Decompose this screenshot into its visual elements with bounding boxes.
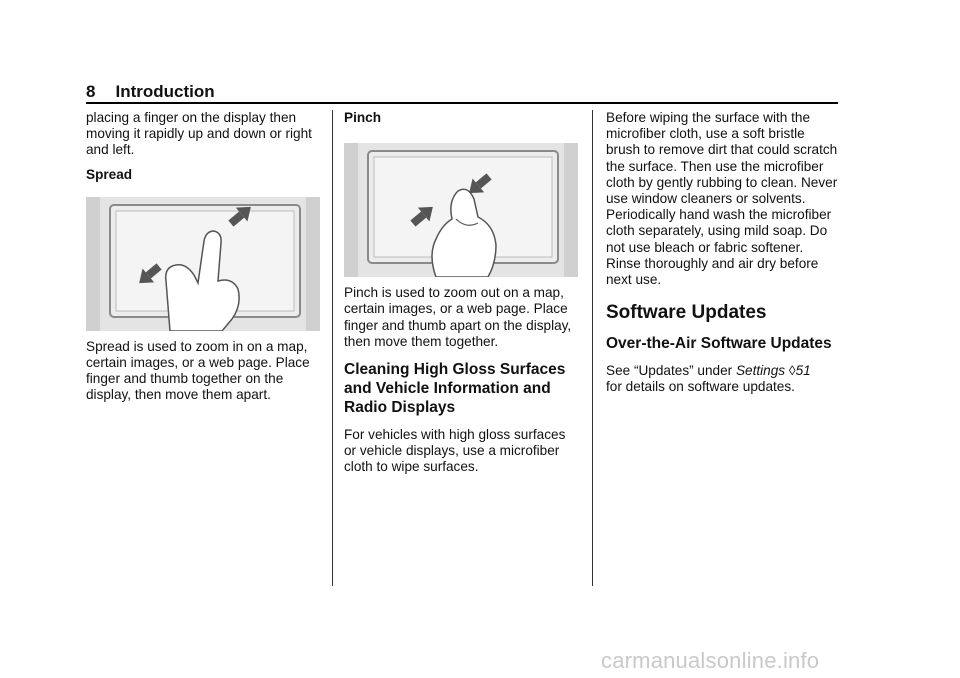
ota-updates-paragraph xyxy=(606,363,840,395)
pinch-gesture-illustration xyxy=(344,143,578,277)
continued-paragraph: placing a finger on the display then moving it rapidly up and down or right and left. xyxy=(86,110,312,158)
header-rule xyxy=(86,102,838,104)
column-3 xyxy=(606,110,840,396)
column-2 xyxy=(344,110,580,476)
column-divider-2 xyxy=(592,110,593,586)
settings-link[interactable]: Settings xyxy=(735,363,786,379)
cleaning-description: For vehicles with high gloss surfaces or vehicle displays, use a microfiber cloth to wipe surfaces. xyxy=(344,427,566,475)
page-number: 8 xyxy=(86,82,96,101)
see-suffix: for details on software updates. xyxy=(606,379,795,395)
cleaning-heading: Cleaning High Gloss Surfaces and Vehicle Information and Radio Displays xyxy=(344,361,566,417)
page-title: Introduction xyxy=(115,82,215,101)
watermark: carmanualsonline.info xyxy=(601,648,820,673)
pinch-label: Pinch xyxy=(344,110,382,125)
software-updates-heading: Software Updates xyxy=(606,302,767,324)
column-divider-1 xyxy=(332,110,333,586)
spread-description: Spread is used to zoom in on a map, certain images, or a web page. Place finger and thumb together on the display, then move them apart. xyxy=(86,338,310,403)
column-1 xyxy=(86,110,322,404)
page-ref-number[interactable]: 51 xyxy=(795,363,811,379)
see-prefix: See “Updates” under xyxy=(606,363,736,379)
spread-gesture-illustration xyxy=(86,197,320,331)
cleaning-continued-paragraph: Before wiping the surface with the microfiber cloth, use a soft bristle brush to remove dirt that could scratch the surface. Then use the microfiber cloth by gently rubbing to clean. Never use window cleaners or solvents. Periodically hand wash the microfiber cloth separately, using mild soap. Do not use bleach or fabric softener. Rinse thoroughly and air dry before next use. xyxy=(606,110,838,288)
pinch-description: Pinch is used to zoom out on a map, certain images, or a web page. Place finger and thumb apart on the display, then move them together. xyxy=(344,285,572,349)
ota-updates-heading: Over-the-Air Software Updates xyxy=(606,335,832,353)
spread-label: Spread xyxy=(86,166,133,182)
page-ref-icon: ◊ xyxy=(788,363,796,379)
page-header xyxy=(86,82,215,102)
